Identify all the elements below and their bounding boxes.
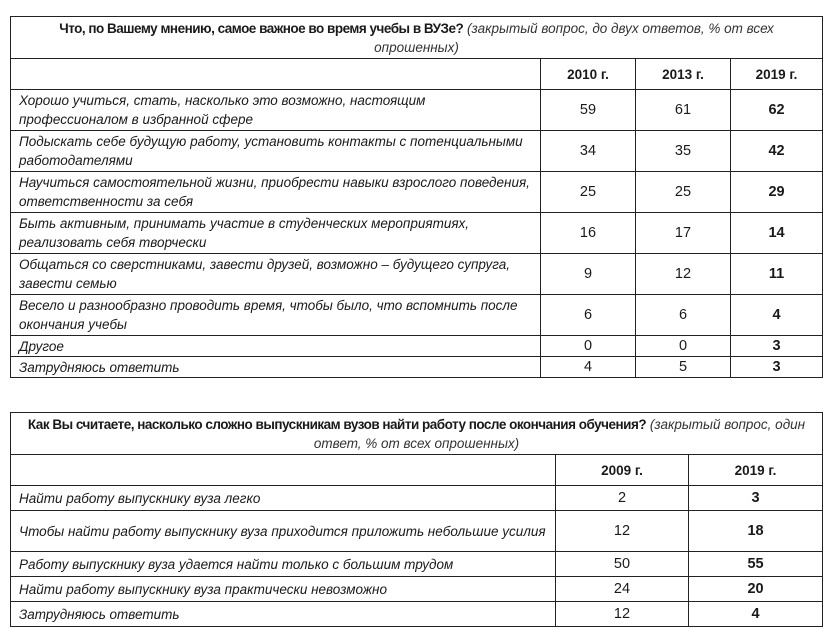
cell-value-latest: 14 <box>731 213 823 254</box>
table-row <box>11 336 823 357</box>
cell-value: 12 <box>556 602 689 627</box>
cell-value-latest: 20 <box>689 577 823 602</box>
cell-value-latest: 42 <box>731 131 823 172</box>
row-label: Общаться со сверстниками, завести друзей, возможно – будущего супруга, завести семью <box>11 254 541 295</box>
table-title <box>11 413 823 455</box>
header-empty <box>11 455 556 486</box>
row-label: Быть активным, принимать участие в студенческих мероприятиях, реализовать себя творчески <box>11 213 541 254</box>
table-title-row <box>11 17 823 59</box>
header-year: 2019 г. <box>731 59 823 90</box>
row-label: Чтобы найти работу выпускнику вуза приходится приложить небольшие усилия <box>11 511 556 552</box>
cell-value-latest: 29 <box>731 172 823 213</box>
cell-value: 34 <box>541 131 636 172</box>
row-label: Затрудняюсь ответить <box>11 357 541 378</box>
question-note: (закрытый вопрос, до двух ответов, % от всех опрошенных) <box>374 21 774 55</box>
table-row <box>11 552 823 577</box>
cell-value-latest: 3 <box>731 357 823 378</box>
table-row <box>11 577 823 602</box>
cell-value: 12 <box>636 254 731 295</box>
table-row <box>11 511 823 552</box>
cell-value-latest: 55 <box>689 552 823 577</box>
table-row <box>11 131 823 172</box>
row-label: Работу выпускнику вуза удается найти только с большим трудом <box>11 552 556 577</box>
cell-value: 24 <box>556 577 689 602</box>
row-label: Научиться самостоятельной жизни, приобрести навыки взрослого поведения, ответственности за себя <box>11 172 541 213</box>
row-label: Подыскать себе будущую работу, установить контакты с потенциальными работодателями <box>11 131 541 172</box>
cell-value: 25 <box>636 172 731 213</box>
table-row <box>11 357 823 378</box>
cell-value-latest: 3 <box>689 486 823 511</box>
question-text: Как Вы считаете, насколько сложно выпускникам вузов найти работу после окончания обучения? <box>27 417 647 432</box>
cell-value: 5 <box>636 357 731 378</box>
cell-value-latest: 4 <box>689 602 823 627</box>
cell-value: 16 <box>541 213 636 254</box>
cell-value: 59 <box>541 90 636 131</box>
cell-value-latest: 3 <box>731 336 823 357</box>
header-row <box>11 455 823 486</box>
header-empty <box>11 59 541 90</box>
cell-value: 2 <box>556 486 689 511</box>
table-row <box>11 213 823 254</box>
survey-table-job-search-difficulty <box>10 412 823 627</box>
survey-table-study-priorities <box>10 16 823 378</box>
cell-value: 0 <box>636 336 731 357</box>
cell-value-latest: 18 <box>689 511 823 552</box>
cell-value: 4 <box>541 357 636 378</box>
cell-value: 6 <box>541 295 636 336</box>
cell-value: 0 <box>541 336 636 357</box>
header-year: 2019 г. <box>689 455 823 486</box>
row-label: Найти работу выпускнику вуза легко <box>11 486 556 511</box>
row-label: Найти работу выпускнику вуза практически невозможно <box>11 577 556 602</box>
header-row <box>11 59 823 90</box>
row-label: Весело и разнообразно проводить время, чтобы было, что вспомнить после окончания учебы <box>11 295 541 336</box>
cell-value-latest: 4 <box>731 295 823 336</box>
table-row <box>11 602 823 627</box>
row-label: Затрудняюсь ответить <box>11 602 556 627</box>
table-row <box>11 254 823 295</box>
cell-value: 50 <box>556 552 689 577</box>
cell-value: 6 <box>636 295 731 336</box>
cell-value: 25 <box>541 172 636 213</box>
question-note: (закрытый вопрос, один ответ, % от всех опрошенных) <box>313 417 806 451</box>
question-text: Что, по Вашему мнению, самое важное во время учебы в ВУЗе? <box>59 21 464 36</box>
cell-value: 12 <box>556 511 689 552</box>
cell-value: 17 <box>636 213 731 254</box>
table-row <box>11 295 823 336</box>
cell-value: 35 <box>636 131 731 172</box>
table-title <box>11 17 823 59</box>
table-row <box>11 486 823 511</box>
header-year: 2009 г. <box>556 455 689 486</box>
cell-value-latest: 11 <box>731 254 823 295</box>
table-title-row <box>11 413 823 455</box>
cell-value-latest: 62 <box>731 90 823 131</box>
row-label: Другое <box>11 336 541 357</box>
header-year: 2013 г. <box>636 59 731 90</box>
table-row <box>11 90 823 131</box>
header-year: 2010 г. <box>541 59 636 90</box>
table-row <box>11 172 823 213</box>
row-label: Хорошо учиться, стать, насколько это возможно, настоящим профессионалом в избранной сфере <box>11 90 541 131</box>
cell-value: 61 <box>636 90 731 131</box>
cell-value: 9 <box>541 254 636 295</box>
